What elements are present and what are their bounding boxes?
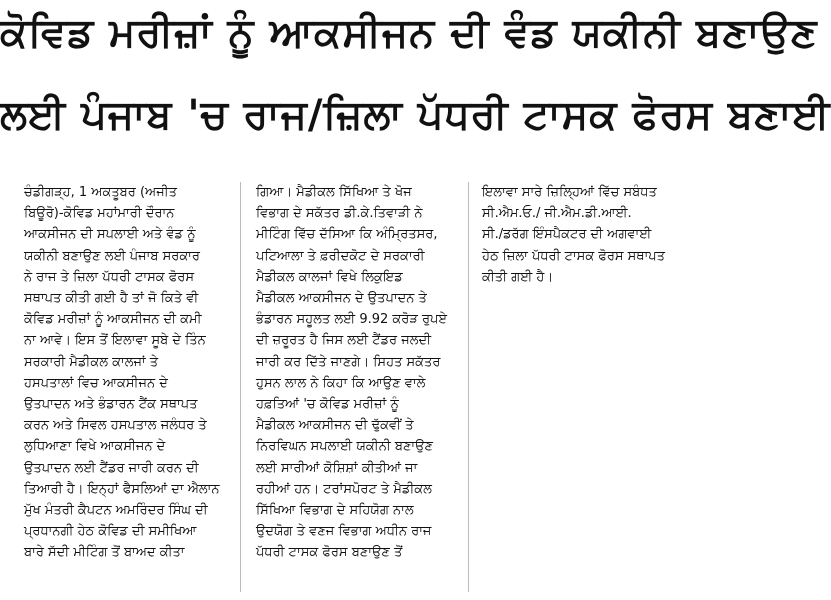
article-line: ਬਾਰੇ ਸੱਦੀ ਮੀਟਿੰਗ ਤੋਂ ਬਾਅਦ ਕੀਤਾ [24,545,185,561]
article-line: ਉਤਪਾਦਨ ਲਈ ਟੈਂਡਰ ਜਾਰੀ ਕਰਨ ਦੀ [24,460,199,476]
article-line: ਦੀ ਜ਼ਰੂਰਤ ਹੈ ਜਿਸ ਲਈ ਟੈਂਡਰ ਜਲਦੀ [256,333,432,349]
article-line: ਲੁਧਿਆਣਾ ਵਿਖੇ ਆਕਸੀਜਨ ਦੇ [24,439,166,455]
article-column-1 [24,182,220,564]
article-line: ਜਾਰੀ ਕਰ ਦਿੱਤੇ ਜਾਣਗੇ। ਸਿਹਤ ਸਕੱਤਰ [256,354,441,370]
article-line: ਆਕਸੀਜਨ ਦੀ ਸਪਲਾਈ ਅਤੇ ਵੰਡ ਨੂੰ [24,227,196,243]
article-line: ਲਈ ਸਾਰੀਆਂ ਕੋਸ਼ਿਸ਼ਾਂ ਕੀਤੀਆਂ ਜਾ [256,460,418,476]
article-line: ਨਿਰਵਿਘਨ ਸਪਲਾਈ ਯਕੀਨੀ ਬਣਾਉਣ [256,439,434,455]
article-line: ਪੱਧਰੀ ਟਾਸਕ ਫੋਰਸ ਬਣਾਉਣ ਤੋਂ [256,545,403,561]
article-line: ਇਲਾਵਾ ਸਾਰੇ ਜ਼ਿਲ੍ਹਿਆਂ ਵਿੱਚ ਸਬੰਧਤ [482,185,657,200]
article-line: ਉਦਯੋਗ ਤੇ ਵਣਜ ਵਿਭਾਗ ਅਧੀਨ ਰਾਜ [256,524,432,540]
column-divider [468,182,469,592]
article-line: ਸਥਾਪਤ ਕੀਤੀ ਗਈ ਹੈ ਤਾਂ ਜੋ ਕਿਤੇ ਵੀ [24,291,199,307]
article-line: ਕੋਵਿਡ ਮਰੀਜ਼ਾਂ ਨੂੰ ਆਕਸੀਜਨ ਦੀ ਕਮੀ [24,312,202,328]
article-line: ਹਫ਼ਤਿਆਂ 'ਚ ਕੋਵਿਡ ਮਰੀਜ਼ਾਂ ਨੂੰ [256,397,399,413]
article-line: ਰਹੀਆਂ ਹਨ। ਟਰਾਂਸਪੋਰਟ ਤੇ ਮੈਡੀਕਲ [256,481,432,497]
article-line: ਸੀ.ਐਮ.ਓ./ ਜੀ.ਐਮ.ਡੀ.ਆਈ. [482,206,632,222]
article-line: ਚੰਡੀਗੜ੍ਹ, 1 ਅਕਤੂਬਰ (ਅਜੀਤ [24,185,177,200]
article-line: ਨਾ ਆਵੇ। ਇਸ ਤੋਂ ਇਲਾਵਾ ਸੂਬੇ ਦੇ ਤਿੰਨ [24,333,206,349]
article-line: ਸਰਕਾਰੀ ਮੈਡੀਕਲ ਕਾਲਜਾਂ ਤੇ [24,354,159,370]
article-column-2 [256,182,456,564]
article-line: ਹੇਠ ਜ਼ਿਲਾ ਪੱਧਰੀ ਟਾਸਕ ਫੋਰਸ ਸਥਾਪਤ [482,248,666,264]
article-line: ਹੁਸਨ ਲਾਲ ਨੇ ਕਿਹਾ ਕਿ ਆਉਣ ਵਾਲੇ [256,375,426,391]
article-line: ਗਿਆ। ਮੈਡੀਕਲ ਸਿੱਖਿਆ ਤੇ ਖੋਜ [256,185,412,200]
article-line: ਤਿਆਰੀ ਹੈ। ਇਨ੍ਹਾਂ ਫੈਸਲਿਆਂ ਦਾ ਐਲਾਨ [24,481,220,497]
article-line: ਮੈਡੀਕਲ ਆਕਸੀਜਨ ਦੀ ਢੁੱਕਵੀਂ ਤੇ [256,418,414,434]
article-line: ਕੀਤੀ ਗਈ ਹੈ। [482,269,554,285]
article-line: ਮੈਡੀਕਲ ਕਾਲਜਾਂ ਵਿਖੇ ਲਿਕੁਇਡ [256,269,403,285]
headline-line-1: ਕੋਵਿਡ ਮਰੀਜ਼ਾਂ ਨੂੰ ਆਕਸੀਜਨ ਦੀ ਵੰਡ ਯਕੀਨੀ ਬਣਾਉਣ [0,10,818,56]
article-line: ਭੰਡਾਰਨ ਸਹੂਲਤ ਲਈ 9.92 ਕਰੋੜ ਰੁਪਏ [256,312,448,328]
article-line: ਬਿਊਰੋ)-ਕੋਵਿਡ ਮਹਾਂਮਾਰੀ ਦੌਰਾਨ [24,206,175,222]
article-line: ਨੇ ਰਾਜ ਤੇ ਜ਼ਿਲਾ ਪੱਧਰੀ ਟਾਸਕ ਫੋਰਸ [24,269,195,285]
article-line: ਮੁੱਖ ਮੰਤਰੀ ਕੈਪਟਨ ਅਮਰਿੰਦਰ ਸਿੰਘ ਦੀ [24,503,208,519]
article-line: ਮੈਡੀਕਲ ਆਕਸੀਜਨ ਦੇ ਉਤਪਾਦਨ ਤੇ [256,291,427,307]
article-line: ਸਿੱਖਿਆ ਵਿਭਾਗ ਦੇ ਸਹਿਯੋਗ ਨਾਲ [256,503,414,519]
article-line: ਯਕੀਨੀ ਬਣਾਉਣ ਲਈ ਪੰਜਾਬ ਸਰਕਾਰ [24,248,200,264]
column-divider [240,182,241,592]
article-line: ਕਰਨ ਅਤੇ ਸਿਵਲ ਹਸਪਤਾਲ ਜਲੰਧਰ ਤੇ [24,418,207,434]
article-column-3 [482,182,682,288]
article-line: ਵਿਭਾਗ ਦੇ ਸਕੱਤਰ ਡੀ.ਕੇ.ਤਿਵਾੜੀ ਨੇ [256,206,423,222]
article-line: ਹਸਪਤਾਲਾਂ ਵਿਚ ਆਕਸੀਜਨ ਦੇ [24,375,168,391]
article-line: ਮੀਟਿੰਗ ਵਿੱਚ ਦੱਸਿਆ ਕਿ ਅੰਮ੍ਰਿਤਸਰ, [256,227,438,243]
headline-line-2: ਲਈ ਪੰਜਾਬ 'ਚ ਰਾਜ/ਜ਼ਿਲਾ ਪੱਧਰੀ ਟਾਸਕ ਫੋਰਸ ਬਣਾਈ [0,92,831,138]
article-line: ਸੀ./ਡਰੱਗ ਇੰਸਪੈਕਟਰ ਦੀ ਅਗਵਾਈ [482,227,652,243]
article-line: ਪ੍ਰਧਾਨਗੀ ਹੇਠ ਕੋਵਿਡ ਦੀ ਸਮੀਖਿਆ [24,524,197,540]
article-line: ਪਟਿਆਲਾ ਤੇ ਫ਼ਰੀਦਕੋਟ ਦੇ ਸਰਕਾਰੀ [256,248,425,264]
article-line: ਉਤਪਾਦਨ ਅਤੇ ਭੰਡਾਰਨ ਟੈਂਕ ਸਥਾਪਤ [24,397,198,413]
